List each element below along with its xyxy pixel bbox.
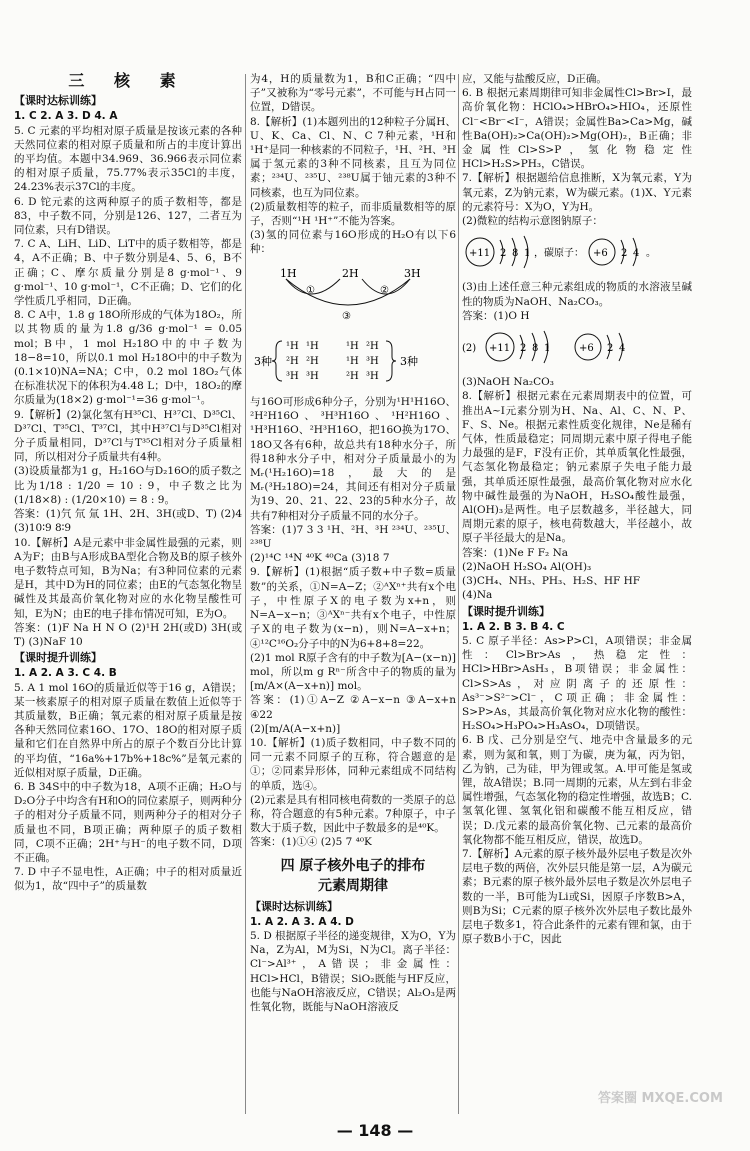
solution-paragraph: 答案：(1)氕 氘 氚 1H、2H、3H(或D、T) (2)4 (3)10∶9 8∶9 [14, 508, 242, 535]
solution-paragraph: 答案：(1)①④ (2)5 7 ⁴⁰K [250, 836, 372, 849]
brace-right-count: 3种 [400, 354, 418, 368]
solution-paragraph: 10.【解析】(1)质子数相同，中子数不同的同一元素不同原子的互称，符合题意的是①；②同素异形体，同种元素组成不同结构的单质，选④。 [250, 736, 456, 792]
diagram-h3: 3H [404, 266, 421, 280]
solution-paragraph: 答案：(1)Ne F F₂ Na [462, 546, 569, 559]
solution-paragraph: 6. B 根据元素周期律可知非金属性Cl>Br>I，最高价氧化物：HClO₄>HBrO₄>HIO₄，还原性Cl⁻<Br⁻<I⁻，A错误；金属性Ba>Ca>Mg，碱性Ba(OH)₂>Ca(OH)₂>Mg(OH)₂，B正确；非金属性Cl>S>P，氢化物稳定性HCl>H₂S>PH₃，C错误。 [462, 87, 692, 171]
solution-paragraph: 5. C 原子半径：As>P>Cl，A项错误；非金属性：Cl>Br>As，热稳定性：HCl>HBr>AsH₃，B项错误；非金属性：Cl>S>As，对应阴离子的还原性：As³⁻>S²⁻>Cl⁻，C项正确；非金属性：S>P>As，其最高价氧化物对应水化物的酸性：H₂SO₄>H₃PO₄>H₃AsO₄，D项错误。 [462, 634, 692, 733]
solution-paragraph: 7. D 中子不显电性，A正确；中子的相对质量近似为1，故“四中子”的质量数 [14, 866, 242, 893]
section-title-nuclide: 三 核 素 [68, 72, 188, 90]
column-3 [462, 72, 692, 1122]
answer-carbon-shell-1: 2 [607, 343, 614, 355]
solution-paragraph: 7. C A、LiH、LiD、LiT中的质子数相等，都是4，A不正确；B、中子数分别是4、5、6，B不正确；C、摩尔质量分别是8 g·mol⁻¹、9 g·mol⁻¹、10 g·mol⁻¹，C不正确；D、它们的化学性质几乎相同，D正确。 [14, 238, 242, 308]
carbon-shell-2: 4 [633, 248, 640, 260]
solution-paragraph: 5. D 根据原子半径的递变规律，X为O，Y为Na，Z为Al，M为Si，N为Cl。离子半径：Cl⁻>Al³⁺，A错误；非金属性：HCl>HCl，B错误；SiO₂既能与HF反应，也能与NaOH溶液反应，C错误；Al₂O₃是两性氧化物，既能与NaOH溶液反 [250, 929, 456, 1013]
column-1-body [14, 94, 242, 893]
answer-atom-structure [462, 327, 688, 367]
brace-row-1-right: ¹H [306, 340, 319, 352]
solution-paragraph: 答案：(1)O H [462, 309, 530, 322]
brace-row-3-left: ³H [286, 370, 299, 382]
column-1 [14, 72, 242, 1122]
atom-diagram-end: 。 [646, 248, 656, 260]
solution-paragraph: (3)NaOH Na₂CO₃ [462, 376, 554, 389]
brace-row-3-right: ³H [306, 370, 319, 382]
brace-col-3-right: ³H [366, 370, 379, 382]
solution-paragraph: 答案：(1)①A−Z ②A−x−n ③A−x+n ④22 [250, 694, 456, 721]
solution-paragraph: 应，又能与盐酸反应，D正确。 [462, 73, 607, 85]
solution-paragraph: (2)元素是具有相同核电荷数的一类原子的总称，符合题意的有5种元素。7种原子，中子数大于质子数，因此中子数最多的是⁴⁰K。 [250, 793, 456, 835]
section-title-electron-arrangement [250, 856, 456, 896]
solution-paragraph: (2)¹⁴C ¹⁴N ⁴⁰K ⁴⁰Ca (3)18 7 [250, 552, 390, 565]
solution-paragraph: 8.【解析】(1)本题列出的12种粒子分属H、U、K、Ca、Cl、N、C 7种元素，¹H和¹H⁺是同一种核素的不同粒子，¹H、²H、³H属于氢元素的3种不同核素，且互为同位素；²³⁴U、²³⁵U、²³⁸U属于铀元素的3种不同核素，也互为同位素。 [250, 115, 456, 199]
answer-sodium-nucleus: +11 [489, 343, 511, 355]
carbon-shell-1: 2 [621, 248, 628, 260]
brace-col-1-right: ²H [366, 340, 379, 352]
section-title-line-2: 元素周期律 [318, 877, 388, 894]
section-heading: 【课时提升训练】 [14, 651, 102, 665]
diagram-circle-1: ① [306, 284, 315, 296]
solution-paragraph: 答案：(1)7 3 3 ¹H、²H、³H ²³⁴U、²³⁵U、²³⁸U [250, 523, 456, 551]
page-number: — 148 — [336, 1121, 414, 1140]
answer-prefix: (2) [462, 343, 477, 355]
brace-left-count: 3种 [254, 354, 272, 368]
sodium-shell-2: 8 [512, 248, 519, 260]
solution-paragraph: 5. C 元素的平均相对原子质量是按该元素的各种天然同位素的相对原子质量和所占的丰度计算出的平均值。本题中34.969、36.966表示同位素的相对原子质量，75.77%表示35Cl的丰度，24.23%表示37Cl的丰度。 [14, 124, 242, 194]
solution-paragraph: (3)设质量都为1 g，H₂16O与D₂16O的质子数之比为1/18 : 1/20 = 10 : 9，中子数之比为(1/18×8) : (1/20×10) = 8 : 9。 [14, 465, 242, 506]
solution-paragraph: 6. D 铊元素的这两种原子的质子数相等，都是83，中子数不同，分别是126、127，二者互为同位素，只有D错误。 [14, 195, 242, 237]
column-2 [250, 72, 456, 1122]
answer-carbon-nucleus: +6 [579, 343, 594, 355]
carbon-nucleus: +6 [593, 248, 608, 260]
solution-paragraph: (2)微粒的结构示意图钠原子： [462, 215, 603, 228]
column-3-part-c [462, 375, 692, 946]
brace-col-2-left: ¹H [346, 355, 359, 367]
solution-paragraph: (3)氢的同位素与16O形成的H₂O有以下6种： [250, 229, 456, 256]
section-heading: 【课时提升训练】 [462, 604, 550, 618]
answer-sodium-shell-3: 1 [544, 343, 551, 355]
sodium-shell-3: 1 [524, 248, 531, 260]
solution-paragraph: 9.【解析】(2)氯化氢有H³⁵Cl、H³⁷Cl、D³⁵Cl、D³⁷Cl、T³⁵Cl、T³⁷Cl，其中H³⁷Cl与D³⁵Cl相对分子质量相同，D³⁷Cl与T³⁵Cl相对分子质量相同，所以相对分子质量共有4种。 [14, 408, 242, 464]
solution-paragraph: 答案：(1)F Na H N O (2)¹H 2H(或D) 3H(或T) (3)NaF 10 [14, 621, 242, 648]
solution-paragraph: (2)质量数相等的粒子，而非质量数相等的原子，否则“¹H ¹H⁺”不能为答案。 [250, 200, 456, 228]
diagram-circle-3: ③ [342, 310, 351, 322]
sodium-carbon-atom-structure [462, 232, 688, 272]
solution-paragraph: (2)1 mol R原子含有的中子数为[A−(x−n)] mol，所以m g Rⁿ⁻所含中子的物质的量为[m/A×(A−x+n)] mol。 [250, 651, 456, 693]
hydrogen-pair-brace-diagram [250, 335, 450, 387]
solution-paragraph: 8. C A中，1.8 g 18O所形成的气体为18O₂，所以其物质的量为1.8 g/36 g·mol⁻¹ = 0.05 mol；B中，1 mol H₂18O中的中子数为18−8=10，所以0.1 mol H₂18O中的中子数为(0.1×10)NA=NA；C中，0.2 mol 18O₂气体在标准状况下的体积为4.48 L；D中，18O₂的摩尔质量为(18×2) g·mol⁻¹=36 g·mol⁻¹。 [14, 309, 242, 407]
carbon-label: ，碳原子： [534, 248, 584, 260]
column-3-part-a [462, 72, 692, 228]
brace-row-1-left: ¹H [286, 340, 299, 352]
sodium-shell-1: 2 [500, 248, 507, 260]
solution-paragraph: 与16O可形成6种分子，分别为¹H¹H16O、²H²H16O、³H³H16O、¹H²H16O、¹H³H16O、²H³H16O，把16O换为17O、18O又各有6种，故总共有18种水分子，所得18种水分子中，相对分子质量最小的为Mᵣ(¹H₂16O)=18，最大的是Mᵣ(³H₂18O)=24，其间还有相对分子质量为19、20、21、22、23的5种水分子，故共有7种相对分子质量不同的水分子。 [250, 396, 456, 522]
brace-col-3-left: ²H [346, 370, 359, 382]
solution-paragraph: 6. B 34S中的中子数为18，A项不正确；H₂O与D₂O分子中均含有H和O的同位素原子，则两种分子的相对分子质量不同，则两种分子的相对分子质量也不同，B项正确；两种原子的质子数相同，C项不正确；2H⁺与H⁻的电子数不同，D项不正确。 [14, 780, 242, 864]
solution-paragraph: (3)由上述任意三种元素组成的物质的水溶液呈碱性的物质为NaOH、Na₂CO₃。 [462, 281, 692, 308]
column-2-part-c [250, 900, 456, 1015]
solution-paragraph: 10.【解析】A是元素中非金属性最强的元素，则A为F；由B与A形成BA型化合物及B的原子核外电子数特点可知，B为Na；有3种同位素的元素是H，其中D为H的同位素；由E的气态氢化物呈碱性及其最高价氧化物对应的水化物呈酸性可知，E为N；由E的电子排布情况可知，E为O。 [14, 536, 242, 620]
diagram-h1: 1H [280, 266, 297, 280]
section-title-line-1: 四 原子核外电子的排布 [280, 857, 426, 874]
solution-paragraph: (4)Na [462, 589, 493, 602]
solution-paragraph: 8.【解析】根据元素在元素周期表中的位置，可推出A~I元素分别为H、Na、Al、C、N、P、F、S、Ne。根据元素性质变化规律，Ne是稀有气体，性质最稳定；同周期元素中原子得电子能力最强的是F，F没有正价，其单质氧化性最强，气态氢化物最稳定；钠元素原子失电子能力最强，其单质还原性最强，最高价氧化物对应水化物中碱性最强的为NaOH，H₂SO₄酸性最强，Al(OH)₃是两性。电子层数越多，半径越大，同周期元素的原子，核电荷数越大，半径越小，故原子半径最大的是Na。 [462, 390, 692, 545]
answer-sodium-shell-1: 2 [520, 343, 527, 355]
section-heading: 【课时达标训练】 [250, 899, 338, 913]
solution-paragraph: 5. A 1 mol 16O的质量近似等于16 g，A错误；某一核素原子的相对原子质量在数值上近似等于其质量数，B正确；氧元素的相对原子质量是按各种天然同位素16O、17O、18O的相对原子质量和它们在自然界中所占的原子个数百分比计算的平均值，“16a%+17b%+18c%”是氧元素的近似相对原子质量，D正确。 [14, 681, 242, 779]
solution-paragraph: 6. B 戊、己分别是空气、地壳中含量最多的元素，则为氮和氧，则丁为碳，庚为氟，丙为铝，乙为钠，己为硅，甲为锂或氢。A.甲可能是氢或锂，故A错误；B.同一周期的元素，从左到右非金属性增强，气态氢化物的稳定性增强，故选B；C.氢氧化锂、氢氧化铝和碳酸不能互相反应，错误；D.戊元素的最高价氧化物、己元素的最高价氧化物都不能互相反应，错误，故选D。 [462, 734, 692, 846]
answer-key-line: 1. C 2. A 3. D 4. A [14, 110, 118, 123]
answer-key-line: 1. A 2. A 3. A 4. D [250, 915, 354, 928]
solution-paragraph: 7.【解析】A元素的原子核外最外层电子数是次外层电子数的两倍，次外层只能是第一层，A为碳元素；B元素的原子核外最外层电子数是次外层电子数的一半，B可能为Li或Si，因原子序数B>A，则B为Si；C元素的原子核外次外层电子数比最外层电子数多1，符合此条件的元素有锂和氯，由于原子数B小于C，因此 [462, 847, 692, 946]
column-divider-2 [458, 74, 459, 1114]
column-divider-1 [245, 74, 246, 1114]
answer-sodium-shell-2: 8 [532, 343, 539, 355]
solution-paragraph: (2)NaOH H₂SO₄ Al(OH)₃ [462, 560, 592, 573]
answer-key-line: 1. A 2. B 3. B 4. C [462, 620, 565, 633]
watermark-logo: 答案圈 MXQE.COM [598, 1091, 723, 1106]
column-3-part-b [462, 280, 692, 323]
column-2-part-a [250, 72, 456, 257]
solution-paragraph: (2)[m/A(A−x+n)] [250, 722, 341, 735]
diagram-h2: 2H [342, 266, 359, 280]
hydrogen-oxygen-combination-diagram [250, 261, 450, 323]
answer-carbon-shell-2: 4 [619, 343, 626, 355]
brace-row-2-right: ²H [306, 355, 319, 367]
solution-paragraph: 为4，H的质量数为1，B和C正确；“四中子”又被称为“零号元素”，不可能与H占同一位置，D错误。 [250, 73, 456, 114]
column-2-part-b [250, 395, 456, 850]
solution-paragraph: (3)CH₄、NH₃、PH₃、H₂S、HF HF [462, 575, 641, 588]
diagram-circle-2: ② [380, 284, 389, 296]
brace-col-1-left: ¹H [346, 340, 359, 352]
solution-paragraph: 9.【解析】(1)根据“质子数+中子数=质量数”的关系，①N=A−Z；②ᴬXⁿ⁺共有x个电子，中性原子X的电子数为x+n，则N=A−x−n；③ᴬXⁿ⁻共有x个电子，中性原子X的电子数为(x−n)，则N=A−x+n；④¹²C¹⁶O₂分子中的N为6+8+8=22。 [250, 566, 456, 650]
brace-row-2-left: ²H [286, 355, 299, 367]
solution-paragraph: 7.【解析】根据题给信息推断，X为氧元素，Y为氧元素，Z为钠元素，W为碳元素。(1)X、Y元素的元素符号：X为O，Y为H。 [462, 172, 692, 213]
sodium-nucleus: +11 [469, 248, 491, 260]
section-heading: 【课时达标训练】 [14, 94, 102, 108]
answer-key-line: 1. A 2. A 3. C 4. B [14, 667, 117, 680]
brace-col-2-right: ³H [366, 355, 379, 367]
